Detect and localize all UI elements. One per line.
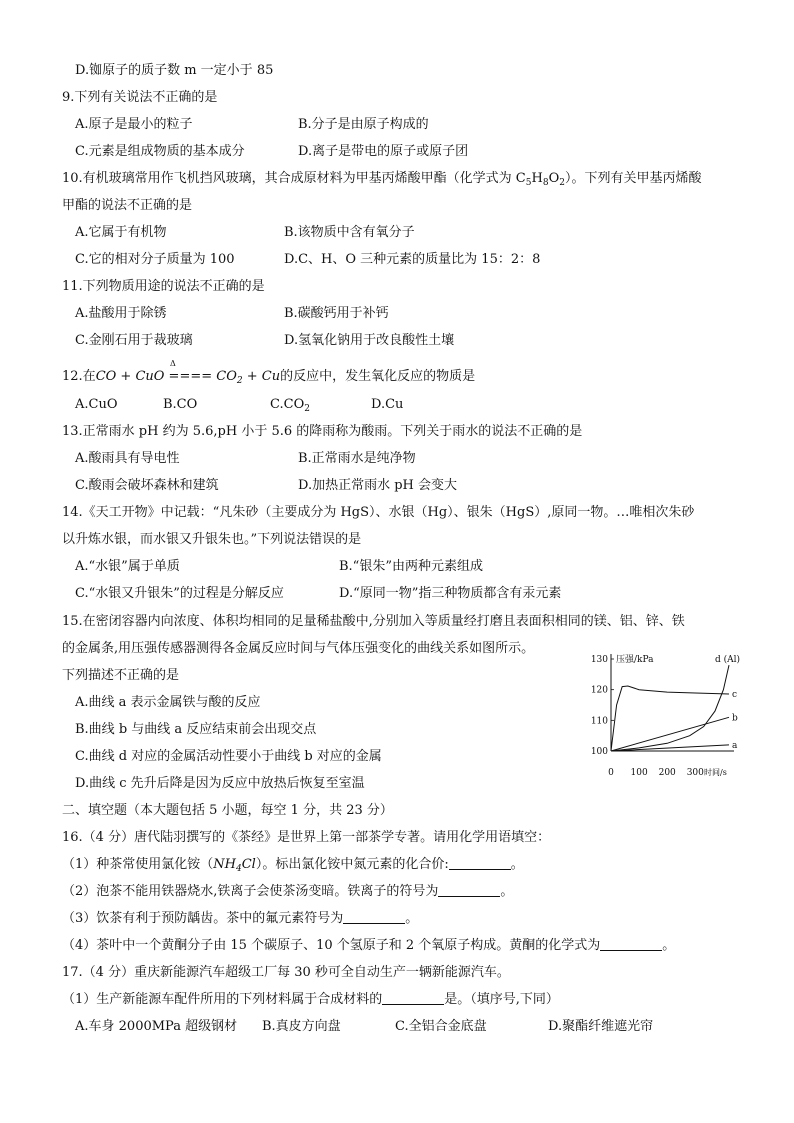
q12-heat-symbol: Δ	[170, 359, 176, 368]
q12-option-d: D.Cu	[371, 397, 404, 412]
pressure-time-chart	[584, 650, 754, 785]
q12-stem	[62, 368, 475, 390]
q17-part1-text: （1）生产新能源车配件所用的下列材料属于合成材料的	[62, 992, 383, 1007]
q10-option-c: C.它的相对分子质量为 100	[75, 252, 235, 267]
q16-part4-answer-blank[interactable]	[600, 938, 662, 951]
q17-part1	[62, 991, 559, 1009]
q16-part3-end: 。	[405, 911, 419, 926]
chart-lines	[611, 665, 729, 751]
q17-option-c: C.全铝合金底盘	[395, 1019, 487, 1034]
x-axis-label: 时间/s	[704, 768, 727, 777]
q10-option-d: D.C、H、O 三种元素的质量比为 15：2：8	[284, 252, 541, 267]
q13-stem: 13.正常雨水 pH 约为 5.6,pH 小于 5.6 的降雨称为酸雨。下列关于雨水的说法不正确的是	[62, 424, 583, 439]
q17-stem: 17.（4 分）重庆新能源汽车超级工厂每 30 秒可全自动生产一辆新能源汽车。	[62, 965, 510, 980]
q16-part2	[62, 883, 513, 901]
q17-option-b: B.真皮方向盘	[262, 1019, 341, 1034]
q9-option-d: D.离子是带电的原子或原子团	[298, 144, 469, 159]
q12-equation: CO + CuO ==== CO	[95, 369, 237, 384]
q12-option-c-text: C.CO	[270, 397, 305, 412]
q15-stem-line2: 的金属条,用压强传感器测得各金属反应时间与气体压强变化的曲线关系如图所示。	[62, 641, 535, 656]
q14-stem-line2: 以升炼水银，而水银又升银朱也。”下列说法错误的是	[62, 532, 362, 547]
q16-part4-end: 。	[662, 938, 676, 953]
section-2-heading: 二、填空题（本大题包括 5 小题，每空 1 分，共 23 分）	[62, 803, 393, 818]
y-tick-label: 130	[590, 655, 608, 665]
q17-part1-answer-blank[interactable]	[382, 992, 444, 1005]
q10-stem-text-a: 10.有机玻璃常用作飞机挡风玻璃，其合成原材料为甲基丙烯酸甲酯（化学式为 C	[62, 171, 526, 186]
q12-stem-post: 的反应中，发生氧化反应的物质是	[280, 369, 476, 384]
y-tick-label: 110	[590, 716, 608, 727]
q9-stem: 9.下列有关说法不正确的是	[62, 90, 218, 105]
q8-option-d: D.铷原子的质子数 m 一定小于 85	[75, 63, 274, 78]
x-tick-label: 100	[630, 768, 648, 778]
q10-option-b: B.该物质中含有氧分子	[284, 225, 415, 240]
q12-option-c	[270, 396, 310, 418]
q10-sub-8: 8	[542, 178, 549, 188]
q13-option-d: D.加热正常雨水 pH 会变大	[298, 478, 458, 493]
q15-stem-line1: 15.在密闭容器内向浓度、体积均相同的足量稀盐酸中,分别加入等质量经打磨且表面积相同的镁、铝、锌、铁	[62, 614, 685, 629]
q15-option-b: B.曲线 b 与曲线 a 反应结束前会出现交点	[75, 722, 317, 737]
q10-formula-o: O	[548, 171, 560, 186]
q9-option-b: B.分子是由原子构成的	[298, 117, 429, 132]
chart-ticks	[591, 655, 704, 778]
q9-option-a: A.原子是最小的粒子	[75, 117, 193, 132]
q14-option-d: D.“原同一物”指三种物质都含有汞元素	[339, 586, 562, 601]
q12-option-a: A.CuO	[75, 397, 118, 412]
q10-stem-line2: 甲酯的说法不正确的是	[62, 198, 193, 213]
chart-axes	[611, 654, 734, 751]
q17-option-a: A.车身 2000MPa 超级钢材	[75, 1019, 238, 1034]
q10-stem-text-b: ）。下列有关甲基丙烯酸	[564, 171, 702, 186]
q12-eq-sub-2: 2	[236, 376, 243, 386]
q16-part2-answer-blank[interactable]	[438, 884, 500, 897]
q11-option-b: B.碳酸钙用于补钙	[284, 306, 389, 321]
q12-option-c-sub: 2	[304, 404, 310, 414]
q16-part4	[62, 937, 675, 955]
q9-option-c: C.元素是组成物质的基本成分	[75, 144, 245, 159]
q12-option-b: B.CO	[163, 397, 198, 412]
q16-part1	[62, 856, 524, 878]
q16-part1-pre: （1）种茶常使用氯化铵（	[62, 857, 214, 872]
q16-part3-text: （3）饮茶有利于预防龋齿。茶中的氟元素符号为	[62, 911, 344, 926]
q12-equation-tail: + Cu	[242, 369, 281, 384]
q16-part3-answer-blank[interactable]	[343, 911, 405, 924]
x-tick-label: 0	[608, 768, 614, 778]
q11-option-c: C.金刚石用于裁玻璃	[75, 333, 193, 348]
q15-option-d: D.曲线 c 先升后降是因为反应中放热后恢复至室温	[75, 776, 365, 791]
q16-part2-end: 。	[500, 884, 514, 899]
series-label: d (Al)	[715, 655, 741, 666]
q11-option-a: A.盐酸用于除锈	[75, 306, 167, 321]
q10-formula-h: H	[531, 171, 543, 186]
q14-stem-line1: 14.《天工开物》中记载：“凡朱砂（主要成分为 HgS）、水银（Hg）、银朱（HgS）,原同一物。…唯相次朱砂	[62, 505, 695, 520]
q17-option-d: D.聚酯纤维遮光帘	[548, 1019, 654, 1034]
q16-stem: 16.（4 分）唐代陆羽撰写的《茶经》是世界上第一部茶学专著。请用化学用语填空：	[62, 830, 551, 845]
q10-sub-5: 5	[525, 178, 532, 188]
q14-option-a: A.“水银”属于单质	[75, 559, 180, 574]
x-tick-label: 300	[686, 768, 704, 778]
q16-part1-mid: ）。标出氯化铵中氮元素的化合价:	[255, 857, 449, 872]
y-tick-label: 120	[590, 685, 608, 696]
q15-stem-line3: 下列描述不正确的是	[62, 668, 180, 683]
series-label: a	[732, 740, 738, 751]
x-tick-label: 200	[658, 768, 676, 778]
q10-sub-2: 2	[559, 178, 565, 188]
q15-option-c: C.曲线 d 对应的金属活动性要小于曲线 b 对应的金属	[75, 749, 382, 764]
q16-part3	[62, 910, 418, 928]
y-axis-label: 压强/kPa	[616, 655, 654, 665]
q15-option-a: A.曲线 a 表示金属铁与酸的反应	[75, 695, 261, 710]
q13-option-b: B.正常雨水是纯净物	[298, 451, 416, 466]
q14-option-b: B.“银朱”由两种元素组成	[339, 559, 483, 574]
q16-formula-nh: NH	[213, 857, 236, 872]
q16-formula-cl: Cl	[241, 857, 256, 872]
q13-option-a: A.酸雨具有导电性	[75, 451, 180, 466]
chart-labels	[616, 654, 740, 777]
q16-part1-answer-blank[interactable]	[449, 857, 511, 870]
series-line-c	[611, 686, 729, 751]
q16-part2-text: （2）泡茶不能用铁器烧水,铁离子会使茶汤变暗。铁离子的符号为	[62, 884, 439, 899]
q10-stem-line1	[62, 170, 702, 192]
q13-option-c: C.酸雨会破坏森林和建筑	[75, 478, 219, 493]
series-line-d	[611, 665, 729, 751]
q10-option-a: A.它属于有机物	[75, 225, 167, 240]
q16-formula-sub-4: 4	[236, 864, 242, 874]
series-label: b	[732, 713, 738, 724]
q17-part1-end: 是。（填序号,下同）	[444, 992, 559, 1007]
q11-stem: 11.下列物质用途的说法不正确的是	[62, 279, 265, 294]
series-label: c	[732, 689, 738, 700]
q14-option-c: C.“水银又升银朱”的过程是分解反应	[75, 586, 284, 601]
q16-part4-text: （4）茶叶中一个黄酮分子由 15 个碳原子、10 个氢原子和 2 个氧原子构成。黄酮的化学式为	[62, 938, 601, 953]
q12-stem-pre: 12.在	[62, 369, 96, 384]
q16-part1-end: 。	[510, 857, 524, 872]
q11-option-d: D.氢氧化钠用于改良酸性土壤	[284, 333, 455, 348]
y-tick-label: 100	[590, 747, 608, 757]
